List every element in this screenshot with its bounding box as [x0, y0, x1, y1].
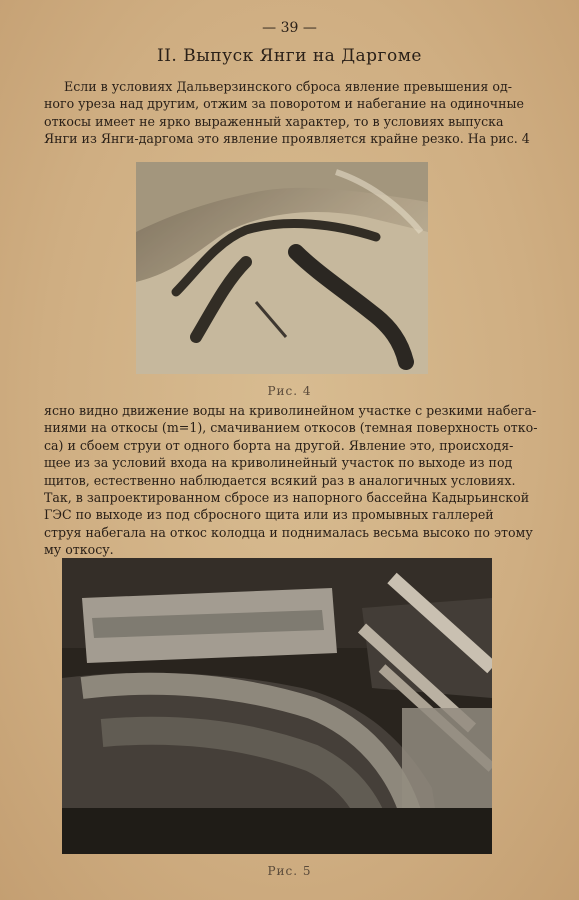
section-title: II. Выпуск Янги на Даргоме: [157, 46, 422, 66]
channel-model-photo: [136, 162, 428, 374]
figure-5-photo: [62, 558, 492, 854]
text-line: са) и сбоем струи от одного борта на другой. Явление это, происходя-: [44, 437, 514, 453]
text-line: Так, в запроектированном сбросе из напорного бассейна Кадырьинской: [44, 490, 530, 506]
paragraph-2: [44, 402, 540, 559]
text-line: струя набегала на откос колодца и поднималась весьма высоко по этому: [44, 524, 533, 540]
text-line: щитов, естественно наблюдается всякий раз в аналогичных условиях.: [44, 472, 516, 488]
text-line: щее из за условий входа на криволинейный участок по выходе из под: [44, 455, 513, 471]
text-line: Если в условиях Дальверзинского сброса явление превышения од-: [64, 79, 512, 94]
text-line: му откосу.: [44, 542, 114, 558]
text-line: ного уреза над другим, отжим за поворотом и набегание на одиночные: [44, 96, 524, 112]
outlet-model-photo: [62, 558, 492, 854]
text-line: ниями на откосы (m=1), смачиванием откосов (темная поверхность отко-: [44, 420, 538, 436]
text-line: Янги из Янги-даргома это явление проявляется крайне резко. На рис. 4: [44, 131, 530, 147]
text-line: ясно видно движение воды на криволинейном участке с резкими набега-: [44, 403, 537, 418]
text-line: ГЭС по выходе из под сбросного щита или из промывных галлерей: [44, 507, 494, 523]
page-number: — 39 —: [262, 20, 317, 36]
paragraph-1: [44, 78, 540, 148]
figure-4-caption: Рис. 4: [267, 384, 312, 398]
text-line: откосы имеет не ярко выраженный характер, то в условиях выпуска: [44, 113, 504, 129]
figure-5-caption: Рис. 5: [267, 864, 312, 878]
figure-4-photo: [136, 162, 428, 374]
